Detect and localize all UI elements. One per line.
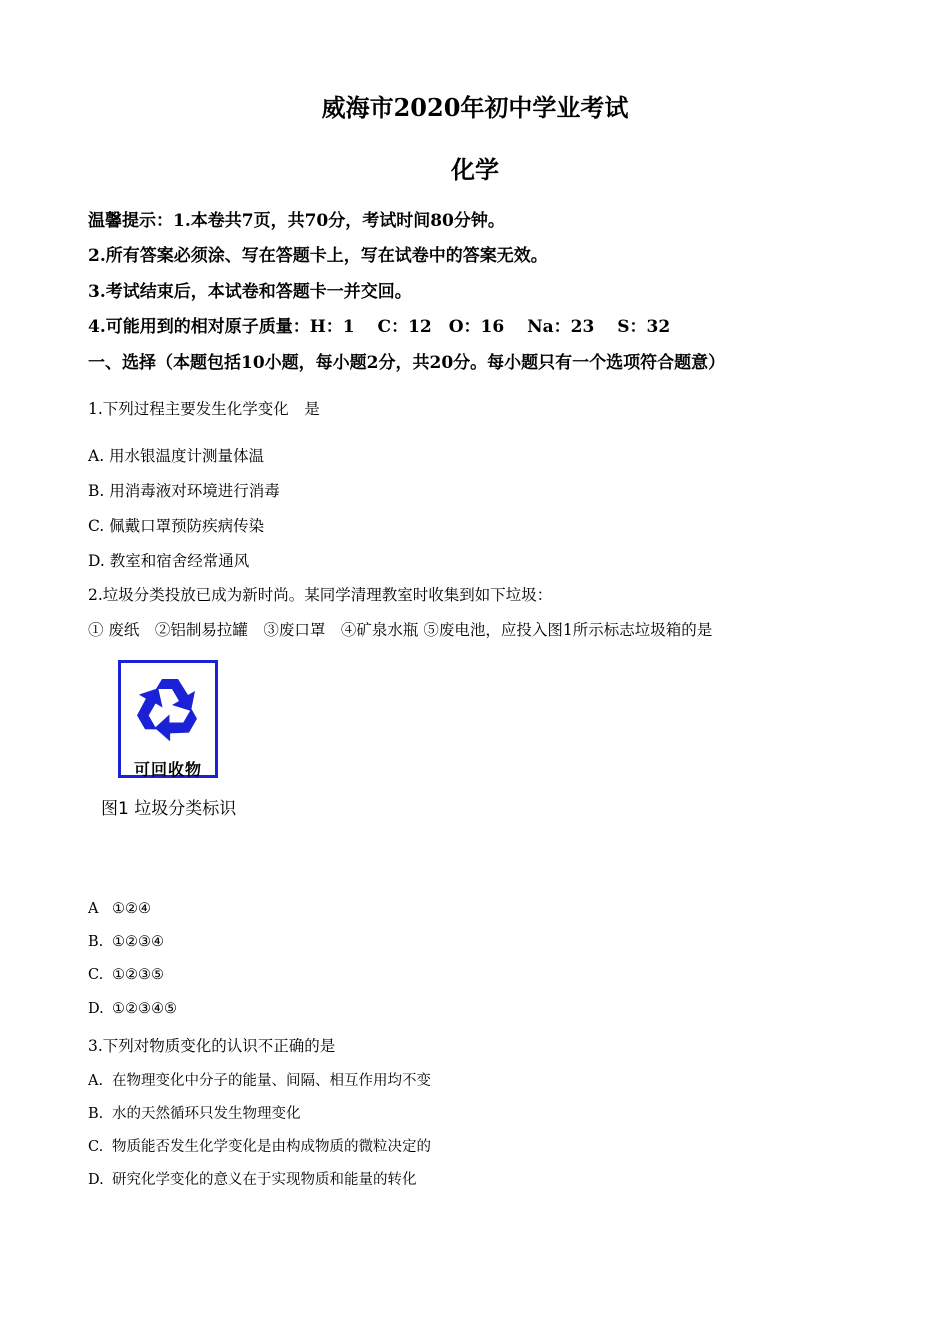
recycle-sign-label: 可回收物 [133, 760, 202, 779]
q3-option-c [88, 1135, 431, 1156]
notice-line-3: 3.考试结束后，本试卷和答题卡一并交回。 [88, 282, 412, 302]
option-label: A. [88, 1073, 104, 1089]
option-text: ①②③④⑤ [112, 1001, 177, 1017]
q2-stem: 2.垃圾分类投放已成为新时尚。某同学清理教室时收集到如下垃圾： [88, 586, 553, 604]
notice-line-1: 温馨提示：1.本卷共7页，共70分，考试时间80分钟。 [88, 211, 505, 231]
q1-stem: 1.下列过程主要发生化学变化 是 [88, 400, 320, 418]
subject-title: 化学 [451, 155, 499, 184]
q3-option-d [88, 1168, 417, 1189]
option-label: B. [88, 1106, 104, 1122]
option-text: 研究化学变化的意义在于实现物质和能量的转化 [112, 1172, 417, 1188]
q2-option-c [88, 967, 164, 983]
option-text: 物质能否发生化学变化是由构成物质的微粒决定的 [112, 1139, 431, 1155]
option-text: ①②③④ [112, 934, 164, 950]
recycle-icon [121, 663, 215, 753]
q1-option-c: C. 佩戴口罩预防疾病传染 [88, 517, 265, 535]
q2-option-a [88, 901, 151, 917]
figure-caption: 图1 垃圾分类标识 [101, 799, 237, 819]
q2-option-d [88, 1001, 177, 1017]
q1-option-d: D. 教室和宿舍经常通风 [88, 552, 250, 570]
q3-stem: 3.下列对物质变化的认识不正确的是 [88, 1037, 336, 1055]
q1-option-b: B. 用消毒液对环境进行消毒 [88, 482, 280, 500]
option-text: ①②④ [112, 901, 151, 917]
option-label: C. [88, 967, 104, 983]
recycle-sign [118, 660, 218, 778]
q1-option-a: A. 用水银温度计测量体温 [88, 447, 265, 465]
option-label: C. [88, 1139, 104, 1155]
option-label: B. [88, 934, 104, 950]
q2-items: ① 废纸 ②铝制易拉罐 ③废口罩 ④矿泉水瓶 ⑤废电池，应投入图1所示标志垃圾箱的是 [88, 621, 713, 639]
q3-option-a [88, 1069, 431, 1090]
option-text: 水的天然循环只发生物理变化 [112, 1106, 301, 1122]
option-text: ①②③⑤ [112, 967, 164, 983]
exam-title: 威海市2020年初中学业考试 [321, 93, 629, 122]
option-text: 在物理变化中分子的能量、间隔、相互作用均不变 [112, 1073, 431, 1089]
q3-option-b [88, 1102, 301, 1123]
option-label: D. [88, 1172, 104, 1188]
section-heading: 一、选择（本题包括10小题，每小题2分，共20分。每小题只有一个选项符合题意） [88, 353, 726, 373]
notice-line-4: 4.可能用到的相对原子质量：H：1 C：12 O：16 Na：23 S：32 [88, 317, 671, 337]
q2-option-b [88, 934, 164, 950]
notice-line-2: 2.所有答案必须涂、写在答题卡上，写在试卷中的答案无效。 [88, 246, 548, 266]
option-label: A [88, 901, 99, 917]
option-label: D. [88, 1001, 104, 1017]
